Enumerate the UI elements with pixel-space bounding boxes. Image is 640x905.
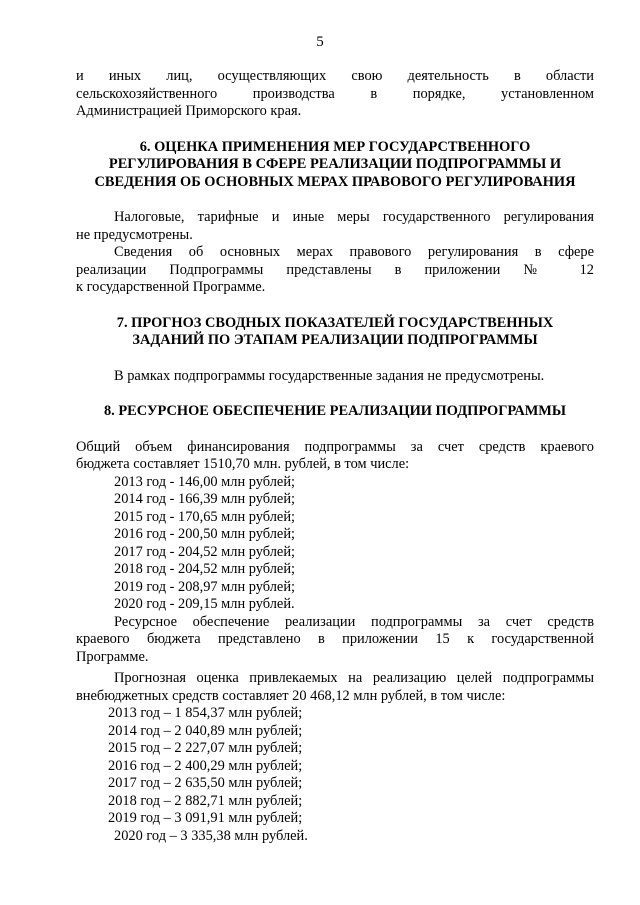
heading-line: 6. ОЦЕНКА ПРИМЕНЕНИЯ МЕР ГОСУДАРСТВЕННОГО	[139, 138, 531, 155]
intro-line: Администрацией Приморского края.	[76, 103, 302, 119]
paragraph-line: Ресурсное обеспечение реализации подпрограммы за счет средств	[114, 613, 594, 630]
paragraph-line: к государственной Программе.	[76, 279, 266, 295]
heading-line: ЗАДАНИЙ ПО ЭТАПАМ РЕАЛИЗАЦИИ ПОДПРОГРАММЫ	[132, 332, 538, 348]
page-content	[76, 68, 594, 845]
paragraph-line: Программе.	[76, 648, 149, 665]
list-item: 2013 год – 1 854,37 млн рублей;	[108, 705, 303, 721]
paragraph-line: Прогнозная оценка привлекаемых на реализацию целей подпрограммы	[114, 670, 594, 686]
heading-line: 7. ПРОГНОЗ СВОДНЫХ ПОКАЗАТЕЛЕЙ ГОСУДАРСТВЕННЫХ	[116, 314, 554, 331]
list-item: 2015 год - 170,65 млн рублей;	[114, 508, 296, 525]
list-item: 2014 год – 2 040,89 млн рублей;	[108, 722, 303, 739]
list-item: 2020 год – 3 335,38 млн рублей.	[114, 827, 308, 844]
list-item: 2018 год - 204,52 млн рублей;	[114, 561, 296, 577]
list-item: 2017 год - 204,52 млн рублей;	[114, 543, 296, 560]
paragraph-line: В рамках подпрограммы государственные задания не предусмотрены.	[114, 367, 545, 384]
list-item: 2013 год - 146,00 млн рублей;	[114, 473, 296, 490]
list-item: 2019 год - 208,97 млн рублей;	[114, 578, 296, 595]
list-item: 2017 год – 2 635,50 млн рублей;	[108, 775, 303, 791]
paragraph-line: внебюджетных средств составляет 20 468,12 млн рублей, в том числе:	[76, 687, 506, 704]
page-number: 5	[316, 34, 324, 50]
section-7-heading	[76, 315, 594, 350]
section-8-heading: 8. РЕСУРСНОЕ ОБЕСПЕЧЕНИЕ РЕАЛИЗАЦИИ ПОДПРОГРАММЫ	[103, 403, 567, 419]
paragraph-line: реализации Подпрограммы представлены в приложении № 12	[76, 261, 594, 278]
list-item: 2016 год - 200,50 млн рублей;	[114, 526, 296, 542]
paragraph-line: бюджета составляет 1510,70 млн. рублей, в том числе:	[76, 456, 410, 472]
heading-line: РЕГУЛИРОВАНИЯ В СФЕРЕ РЕАЛИЗАЦИИ ПОДПРОГРАММЫ И	[108, 156, 562, 172]
paragraph-line: не предусмотрены.	[76, 226, 193, 243]
list-item: 2019 год – 3 091,91 млн рублей;	[108, 810, 303, 826]
budget-years-list	[76, 474, 594, 614]
list-item: 2020 год - 209,15 млн рублей.	[114, 596, 295, 612]
extra-budget-years-list	[76, 705, 594, 845]
paragraph-line: краевого бюджета представлено в приложении 15 к государственной	[76, 631, 594, 647]
list-item: 2018 год – 2 882,71 млн рублей;	[108, 792, 303, 809]
list-item: 2015 год – 2 227,07 млн рублей;	[108, 740, 303, 756]
list-item: 2016 год – 2 400,29 млн рублей;	[108, 757, 303, 774]
paragraph-line: Налоговые, тарифные и иные меры государственного регулирования	[114, 209, 594, 225]
intro-line: и иных лиц, осуществляющих свою деятельность в области	[76, 68, 594, 84]
heading-line: СВЕДЕНИЯ ОБ ОСНОВНЫХ МЕРАХ ПРАВОВОГО РЕГУЛИРОВАНИЯ	[94, 173, 576, 190]
paragraph-line: Общий объем финансирования подпрограммы за счет средств краевого	[76, 438, 594, 455]
intro-line: сельскохозяйственного производства в порядке, установленном	[76, 85, 594, 102]
section-6-heading	[76, 139, 594, 192]
list-item: 2014 год - 166,39 млн рублей;	[114, 491, 296, 507]
paragraph-line: Сведения об основных мерах правового регулирования в сфере	[114, 244, 594, 260]
